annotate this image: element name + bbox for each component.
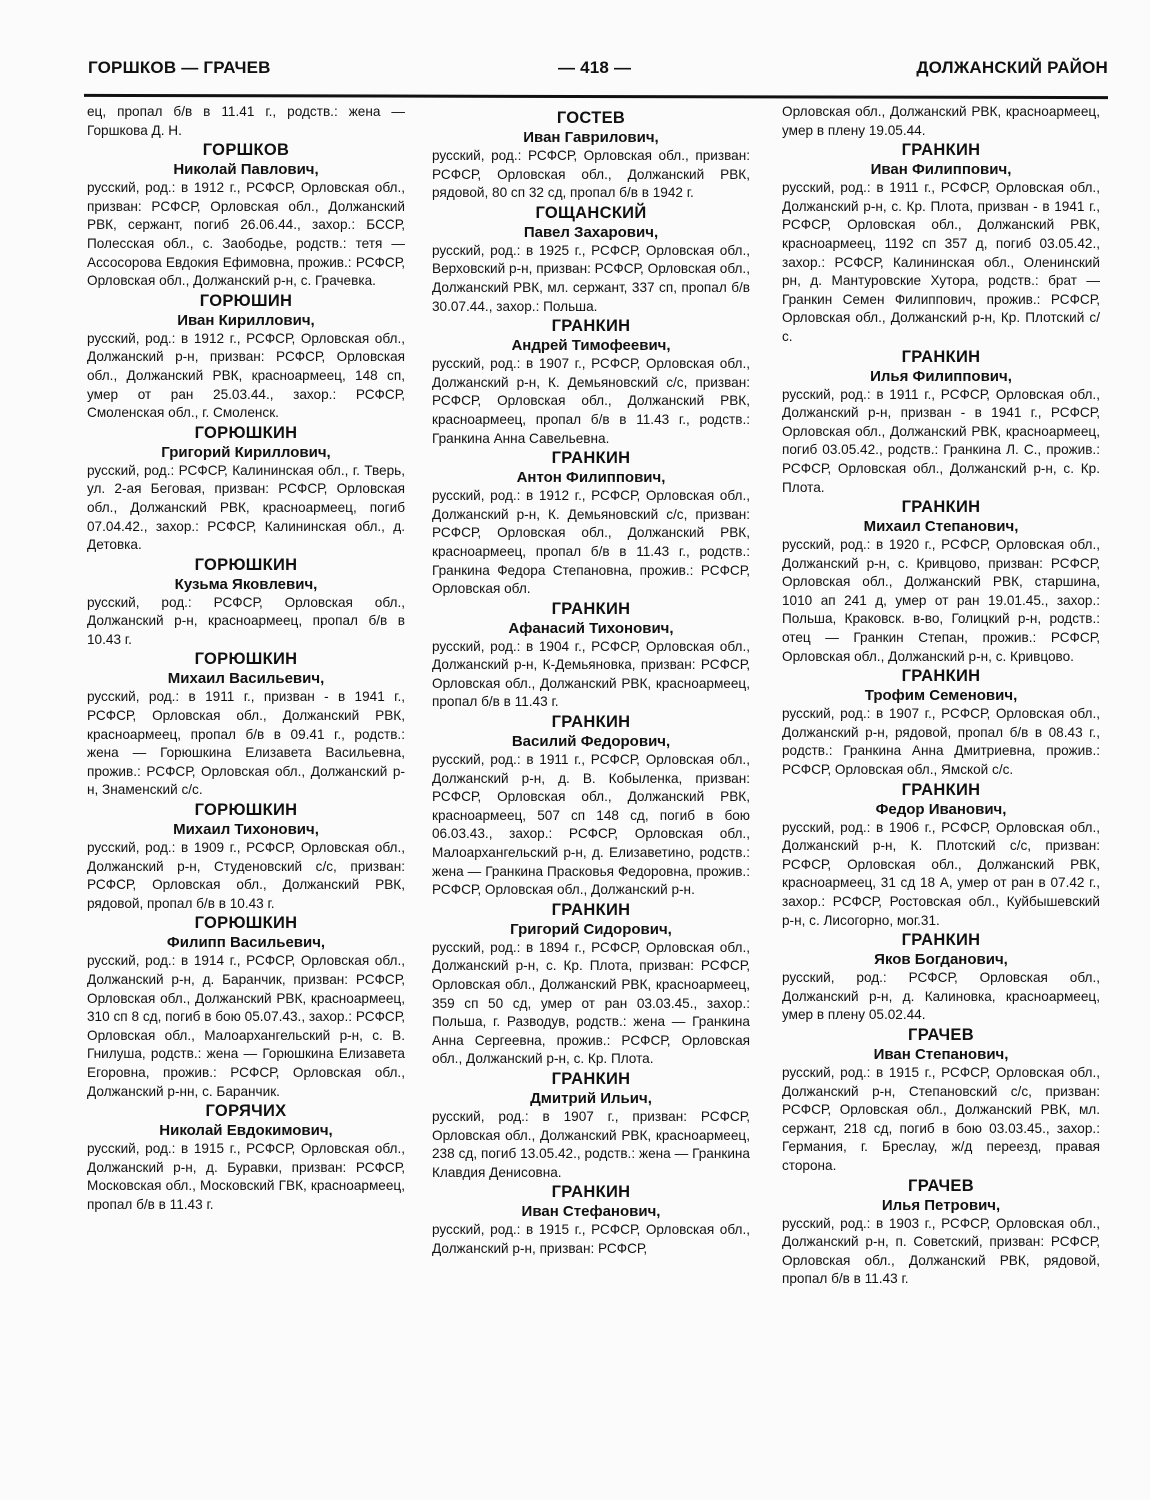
- entry-surname: ГРАНКИН: [901, 667, 981, 686]
- header-rule: [84, 94, 1108, 99]
- entry-given-name: Михаил Степанович,: [863, 518, 1019, 536]
- continued-entry-text: Орловская обл., Должанский РВК, красноармеец, умер в плену 19.05.44.: [782, 104, 1100, 138]
- entry: [87, 913, 405, 1101]
- entry-given-name: Павел Захарович,: [523, 223, 659, 241]
- entry-text: русский, род.: в 1904 г., РСФСР, Орловская обл., Должанский р-н, К-Демьяновка, призван: РСФСР, Орловская обл., Должанский РВК, красноармеец, пропал б/в в 11.43 г.: [432, 638, 750, 710]
- entry: [782, 1176, 1100, 1289]
- entry: [782, 666, 1100, 779]
- entry-surname: ГРАНКИН: [551, 599, 631, 618]
- entry: [87, 800, 405, 913]
- column-3: [782, 103, 1100, 1289]
- entry-surname: ГРАНКИН: [901, 347, 981, 366]
- entry-text: русский, род.: РСФСР, Орловская обл., Должанский р-н, д. Калиновка, красноармеец, умер в плену 05.02.44.: [782, 970, 1100, 1023]
- entry-surname: ГОРЮШКИН: [194, 914, 298, 933]
- entry-given-name: Федор Иванович,: [875, 800, 1007, 818]
- entry: [87, 423, 405, 555]
- entry: [432, 448, 750, 599]
- entry-given-name: Михаил Васильевич,: [167, 670, 325, 688]
- entry-surname: ГОРШКОВ: [202, 141, 290, 160]
- entry-given-name: Григорий Сидорович,: [510, 920, 672, 938]
- entry: [432, 599, 750, 712]
- entry-text: русский, род.: в 1912 г., РСФСР, Орловская обл., Должанский р-н, К. Демьяновский с/с, призван: РСФСР, Орловская обл., Должанский РВК, красноармеец, пропал б/в в 11.43 г., родств.: Гранкина Федора Степановна, прожив.: РСФСР, Орловская обл.: [432, 488, 750, 597]
- entry-given-name: Михаил Тихонович,: [173, 821, 319, 839]
- entry: [432, 316, 750, 448]
- entry-given-name: Николай Евдокимович,: [159, 1122, 333, 1140]
- entry-surname: ГОРЮШКИН: [194, 801, 298, 820]
- entry-surname: ГОРЮШКИН: [194, 650, 298, 669]
- entry: [432, 1182, 750, 1258]
- entry-surname: ГРАНКИН: [551, 900, 631, 919]
- entry: [87, 555, 405, 650]
- entry-given-name: Трофим Семенович,: [864, 687, 1018, 705]
- entry: [432, 900, 750, 1069]
- entry-text: русский, род.: в 1915 г., РСФСР, Орловская обл., Должанский р-н, д. Буравки, призван: РСФСР, Московская обл., Московский ГВК, красноармеец, пропал б/в в 11.43 г.: [87, 1141, 405, 1212]
- entry-surname: ГОСТЕВ: [556, 109, 626, 127]
- entry-given-name: Илья Петрович,: [881, 1196, 1001, 1214]
- entry-text: русский, род.: в 1911 г., призван - в 1941 г., РСФСР, Орловская обл., Должанский РВК, красноармеец, пропал б/в в 09.41 г., родств.: жена — Горюшкина Елизавета Васильевна, прожив.: РСФСР, Орловская обл., Должанский р-н, Знаменский с/с.: [87, 689, 405, 798]
- entry-surname: ГРАНКИН: [551, 317, 631, 336]
- entry-given-name: Иван Стефанович,: [521, 1203, 661, 1221]
- entry: [782, 347, 1100, 498]
- page-number: — 418 —: [558, 58, 632, 77]
- entry-surname: ГРАНКИН: [551, 1069, 631, 1088]
- entry-given-name: Иван Гаврилович,: [523, 129, 659, 146]
- entry-surname: ГРАНКИН: [551, 713, 631, 732]
- entry: [432, 1069, 750, 1182]
- entry-surname: ГОЩАНСКИЙ: [535, 203, 647, 222]
- entry: [432, 712, 750, 900]
- entry-given-name: Василий Федорович,: [511, 733, 671, 751]
- entry: [87, 140, 405, 291]
- entry-given-name: Филипп Васильевич,: [166, 934, 326, 952]
- entry-given-name: Николай Павлович,: [173, 161, 319, 179]
- entry-text: русский, род.: РСФСР, Орловская обл., призван: РСФСР, Орловская обл., Должанский РВК, рядовой, 80 сп 32 сд, пропал б/в в 1942 г.: [432, 148, 750, 201]
- entry: [432, 203, 750, 316]
- entry-text: русский, род.: в 1909 г., РСФСР, Орловская обл., Должанский р-н, Студеновский с/с, призван: РСФСР, Орловская обл., Должанский РВК, рядовой, пропал б/в в 10.43 г.: [87, 840, 405, 911]
- entry-given-name: Дмитрий Ильич,: [530, 1089, 652, 1107]
- entry-text: русский, род.: в 1907 г., призван: РСФСР, Орловская обл., Должанский РВК, красноармеец, 238 сд, погиб 13.05.42., родств.: жена — Гранкина Клавдия Денисовна.: [432, 1108, 750, 1180]
- entry-given-name: Яков Богданович,: [874, 951, 1008, 969]
- entry-given-name: Иван Филиппович,: [870, 161, 1012, 179]
- entry-text: русский, род.: в 1915 г., РСФСР, Орловская обл., Должанский р-н, призван: РСФСР,: [432, 1222, 750, 1256]
- entry-given-name: Григорий Кириллович,: [161, 443, 331, 461]
- entry: [782, 1025, 1100, 1176]
- running-head-left: ГОРШКОВ — ГРАЧЕВ: [88, 58, 271, 77]
- entry-surname: ГРАНКИН: [901, 780, 981, 799]
- entry-text: русский, род.: в 1925 г., РСФСР, Орловская обл., Верховский р-н, призван: РСФСР, Орловская обл., Должанский РВК, мл. сержант, 337 сп, пропал б/в 30.07.44., захор.: Польша.: [432, 242, 750, 314]
- entry-text: русский, род.: в 1915 г., РСФСР, Орловская обл., Должанский р-н, Степановский с/с, призван: РСФСР, Орловская обл., Должанский РВК, мл. сержант, 218 сд, погиб в бою 03.03.45., захор.: Германия, г. Бреслау, ж/д переезд, правая сторона.: [782, 1064, 1100, 1173]
- running-head: [88, 58, 1108, 84]
- entry-text: русский, род.: в 1912 г., РСФСР, Орловская обл., Должанский р-н, призван: РСФСР, Орловская обл., Должанский РВК, красноармеец, 148 сп, умер от ран 25.03.44., захор.: РСФСР, Смоленская обл., г. Смоленск.: [87, 330, 405, 421]
- entry-surname: ГОРЯЧИХ: [205, 1102, 287, 1121]
- entry-text: русский, род.: в 1912 г., РСФСР, Орловская обл., призван: РСФСР, Орловская обл., Должанский РВК, сержант, погиб 26.06.44., захор.: БССР, Полесская обл., с. Заободье, родств.: тетя — Ассосорова Евдокия Ефимовна, прожив.: РСФСР, Орловская обл., Должанский р-н, с. Грачевка.: [87, 180, 405, 289]
- entry-surname: ГРАНКИН: [551, 1183, 631, 1202]
- entry-text: русский, род.: в 1903 г., РСФСР, Орловская обл., Должанский р-н, п. Советский, призван: РСФСР, Орловская обл., Должанский РВК, рядовой, пропал б/в в 11.43 г.: [782, 1215, 1100, 1287]
- entry: [87, 649, 405, 800]
- entry: [87, 291, 405, 423]
- entry-given-name: Иван Кириллович,: [177, 311, 315, 329]
- entry-surname: ГРАЧЕВ: [908, 1025, 974, 1044]
- entry-given-name: Афанасий Тихонович,: [508, 619, 674, 637]
- entry-surname: ГРАЧЕВ: [908, 1176, 974, 1195]
- column-2: [432, 108, 750, 1259]
- entry-text: русский, род.: РСФСР, Калининская обл., г. Тверь, ул. 2-ая Беговая, призван: РСФСР, Орловская обл., Должанский РВК, красноармеец, погиб 07.04.42., захор.: РСФСР, Калининская обл., д. Детовка.: [87, 462, 405, 553]
- entry-text: русский, род.: в 1907 г., РСФСР, Орловская обл., Должанский р-н, рядовой, пропал б/в в 08.43 г., родств.: Гранкина Анна Дмитриевна, прожив.: РСФСР, Орловская обл., Ямской с/с.: [782, 706, 1100, 778]
- entry-given-name: Антон Филиппович,: [516, 469, 666, 487]
- entry: [782, 140, 1100, 346]
- entry: [782, 497, 1100, 666]
- entry-text: русский, род.: в 1914 г., РСФСР, Орловская обл., Должанский р-н, д. Баранчик, призван: РСФСР, Орловская обл., Должанский РВК, красноармеец, 310 сп 8 сд, погиб в бою 05.07.43., захор.: РСФСР, Орловская обл., Малоархангельский р-н, с. В. Гнилуша, родств.: жена — Горюшкина Елизавета Егоровна, прожив.: РСФСР, Орловская обл., Должанский р-нн, с. Баранчик.: [87, 953, 405, 1099]
- entry-text: русский, род.: в 1911 г., РСФСР, Орловская обл., Должанский р-н, с. Кр. Плота, призван - в 1941 г., РСФСР, Орловская обл., Должанский РВК, красноармеец, 1192 сп 357 д, погиб 03.05.42., захор.: РСФСР, Калининская обл., Оленинский рн, д. Мантуровские Хутора, родств.: брат — Гранкин Семен Филиппович, прожив.: РСФСР, Орловская обл., Должанский р-н, Кр. Плотский с/с.: [782, 180, 1100, 344]
- entry-surname: ГОРЮШКИН: [194, 555, 298, 574]
- entry-surname: ГРАНКИН: [551, 449, 631, 468]
- entry-surname: ГРАНКИН: [901, 931, 981, 950]
- entry: [782, 930, 1100, 1025]
- entry-text: русский, род.: в 1906 г., РСФСР, Орловская обл., Должанский р-н, К. Плотский с/с, призван: РСФСР, Орловская обл., Должанский РВК, красноармеец, 31 сд 18 А, умер от ран в 07.42 г., захор.: РСФСР, Ростовская обл., Куйбышевский р-н, с. Лисогорно, мог.31.: [782, 819, 1100, 928]
- entry: [782, 780, 1100, 931]
- running-head-right: ДОЛЖАНСКИЙ РАЙОН: [916, 58, 1108, 77]
- entry-text: русский, род.: в 1894 г., РСФСР, Орловская обл., Должанский р-н, с. Кр. Плота, призван: РСФСР, Орловская обл., Должанский РВК, красноармеец, 359 сп 50 сд, умер от ран 03.03.45., захор.: Польша, г. Разводув, родств.: жена — Гранкина Анна Сергеевна, прожив.: РСФСР, Орловская обл., Должанский р-н, с. Кр. Плота.: [432, 939, 750, 1067]
- entry-text: русский, род.: РСФСР, Орловская обл., Должанский р-н, красноармеец, пропал б/в в 10.43 г.: [87, 594, 405, 647]
- entry-given-name: Иван Степанович,: [873, 1045, 1009, 1063]
- entry-text: русский, род.: в 1920 г., РСФСР, Орловская обл., Должанский р-н, с. Кривцово, призван: РСФСР, Орловская обл., Должанский РВК, старшина, 1010 ап 241 д, умер от ран 19.01.45., захор.: Польша, Краковск. в-во, Голицкий р-н, родств.: отец — Гранкин Степан, прожив.: РСФСР, Орловская обл., Должанский р-н, с. Кривцово.: [782, 537, 1100, 664]
- entry-given-name: Кузьма Яковлевич,: [174, 575, 318, 593]
- column-1: [87, 103, 405, 1215]
- entry-surname: ГРАНКИН: [901, 141, 981, 160]
- entry: [432, 108, 750, 203]
- entry-surname: ГРАНКИН: [901, 498, 981, 517]
- entry-surname: ГОРЮШИН: [199, 291, 293, 310]
- entry-text: русский, род.: в 1911 г., РСФСР, Орловская обл., Должанский р-н, призван - в 1941 г., РСФСР, Орловская обл., Должанский РВК, красноармеец, погиб 03.05.42., родств.: Гранкина Л. С., прожив.: РСФСР, Орловская обл., Должанский р-н, с. Кр. Плота.: [782, 386, 1100, 495]
- entry-text: русский, род.: в 1911 г., РСФСР, Орловская обл., Должанский р-н, д. В. Кобыленка, призван: РСФСР, Орловская обл., Должанский РВК, красноармеец, 507 сп 148 сд, погиб в бою 06.03.43., захор.: РСФСР, Орловская обл., Малоархангельский р-н, д. Елизаветино, родств.: жена — Гранкина Прасковья Федоровна, прожив.: РСФСР, Орловская обл., Должанский р-н.: [432, 752, 750, 898]
- entry-given-name: Андрей Тимофеевич,: [511, 337, 671, 355]
- entry-surname: ГОРЮШКИН: [194, 423, 298, 442]
- entry-given-name: Илья Филиппович,: [870, 367, 1012, 385]
- continued-entry-text: ец, пропал б/в в 11.41 г., родств.: жена — Горшкова Д. Н.: [87, 104, 405, 138]
- entry-text: русский, род.: в 1907 г., РСФСР, Орловская обл., Должанский р-н, К. Демьяновский с/с, призван: РСФСР, Орловская обл., Должанский РВК, красноармеец, пропал б/в в 11.43 г., родств.: Гранкина Анна Савельевна.: [432, 356, 750, 446]
- entry: [87, 1101, 405, 1214]
